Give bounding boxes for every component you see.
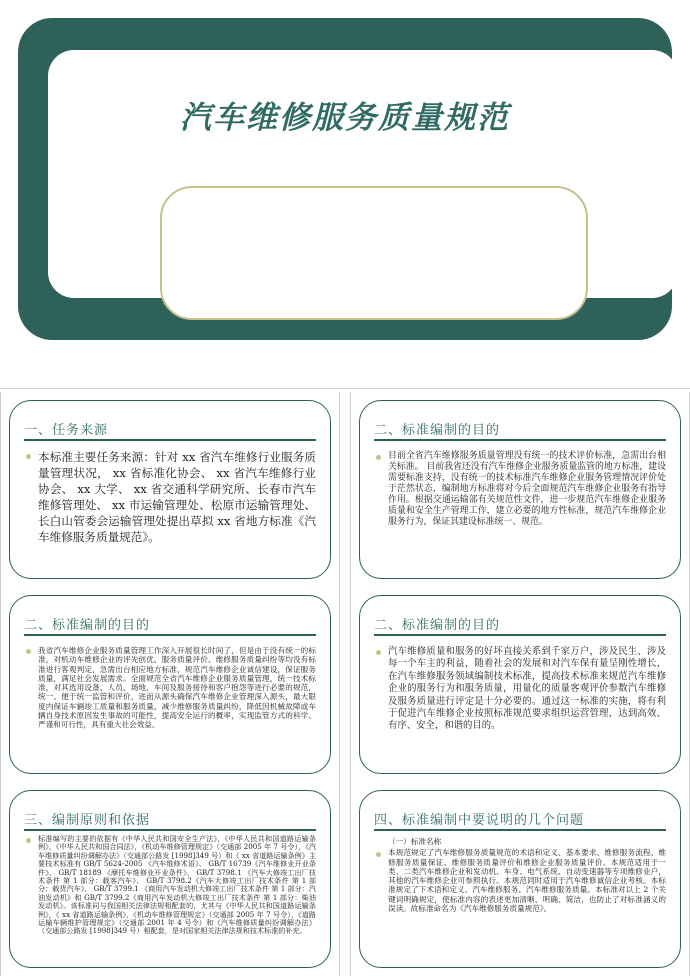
slide-title: 一、任务来源 — [24, 423, 109, 438]
slide-card — [9, 400, 331, 579]
bullet-text: 汽车维修质量和服务的好坏直接关系到千家万户，涉及民生、涉及每一个车主的利益，随着社会的发展和对汽车保有量呈刚性增长，在汽车维修服务领域编制技术标准，提高技术标准来规范汽车维修企业的服务行为和服务质量，用量化的质量客观评价参数汽车维修及服务质量进行评定是十分必要的。通过这一标准的实施，将有利于促进汽车维修企业按照标准规范要求组织运营管理，达到高效、有序、安全，和谐的目的。 — [376, 646, 666, 733]
slide-title: 二、标准编制的目的 — [374, 618, 501, 633]
slide-card — [9, 790, 331, 968]
title-rule — [374, 439, 666, 441]
sub-heading: （一）标准名称 — [388, 837, 442, 846]
title-rule — [24, 634, 316, 636]
slide-body — [376, 837, 666, 913]
title-rule — [374, 634, 666, 636]
slide-body — [376, 646, 666, 733]
slide-task-source — [0, 392, 340, 587]
slide-title: 二、标准编制的目的 — [24, 618, 151, 633]
slide-card — [9, 595, 331, 774]
slide-purpose-1 — [350, 392, 690, 587]
slide-card — [359, 400, 681, 579]
slide-purpose-3 — [350, 587, 690, 782]
slide-card — [359, 595, 681, 774]
slide-title: 二、标准编制的目的 — [374, 423, 501, 438]
bullet-text: 我省汽车维修企业服务质量管理工作深入开展很长时间了，但是由于没有统一的标准，对机动车维修企业的评先创优、服务质量评价、维修服务质量纠纷等均没有标准进行客观判定，急需出台相应地方标准，规范汽车维修企业诚信建设，保证服务质量，满足社会发展需求。全面规范全省汽车维修企业服务质量管理，统一技术标准，对其选用设备、人员、场地、车间及服务接待和客户抱怨等进行必要的规范，统一、便于统一监管和评价，进而从源头确保汽车维修企业管理深入源头，最大限度内保证车辆竣工质量和服务质量，减少维修服务质量纠纷，降低因机械故障或车辆自身技术原因发生事故的可能性，提高安全运行的概率，实现监管方式的科学、严谨和可行性，具有重大社会效益。 — [26, 646, 316, 730]
slide-title: 三、编制原则和依据 — [24, 813, 151, 828]
slide-body — [26, 835, 316, 936]
slide-title: 四、标准编制中要说明的几个问题 — [374, 813, 585, 828]
page-divider — [0, 388, 690, 389]
cover-title: 汽车维修服务质量规范 — [180, 100, 510, 136]
slide-card — [359, 790, 681, 968]
bullet-text: 本标准主要任务来源：针对 xx 省汽车维修行业服务质量管理状况， xx 省标准化协会、 xx 省汽车维修行业协会、 xx 大学、 xx 省交通科学研究所、长春市汽车维修管理处、 xx 市运输管理处、松原市运输管理处、长白山管委会运输管理处提出草拟 xx 省地方标准《汽车维修服务质量规范》。 — [26, 449, 316, 545]
cover-subtitle-box — [160, 186, 588, 320]
title-rule — [24, 829, 316, 831]
slide-body — [26, 449, 316, 545]
bullet-text: 本规范规定了汽车维修服务质量规范的术语和定义、基本要求、维修服务流程、维修服务质量保证、维修服务质量评价和维修企业服务质量评价。本规范适用于一类、二类汽车维修企业和发动机、车身、电气系统、自动变速器等专项维修业户，其他的汽车维修企业可参照执行。本规范同时适用于汽车维修诚信企业考核。本标准规定了下术语和定义、汽车维修服务、汽车维修服务质量。本标准对以上 2 个关键词明确规定，使标准内容的表述更加清晰、明确、简洁，也防止了对标准涵义的误读。故标准命名为《汽车维修服务质量规范》。 — [376, 848, 666, 913]
bullet-text: 标准编写的主要的依据有《中华人民共和国安全生产法》，《中华人民共和国道路运输条例》，《中华人民共和国合同法》，《机动车维修管理规定》（交通部 2005 年 7 号令），《汽车维修质量纠纷调解办法》（交通部公路发 [1998]349 号）和《 xx 省道路运输条例》主要技术标准有 GB/T 5624-2005 《汽车维修术语》、 GB/T 16739《汽车维修业开业条件》、 GB/T 18189 《摩托车维修业开业条件》、 GB/T 3798.1 《汽车大修竣工出厂技术条件 第 1 部分：载客汽车》、 GB/T 3798.2《汽车大修竣工出厂技术条件 第 1 部分：载货汽车》、 GB/T 3799.1 《商用汽车发动机大修竣工出厂技术条件 第 1 部分：汽油发动机》和 GB/T 3799.2《商用汽车发动机大修竣工出厂技术条件 第 1 部分：柴油发动机》。该标准同与我国相关法律法规相配套的，尤其与《中华人民共和国道路运输条例》，《 xx 省道路运输条例》，《机动车维修管理规定》（交通部 2005 年 7 号令），《道路运输车辆维护管理规定》（交通部 2001 年 4 号令）和《汽车维修质量纠纷调解办法》（交通部公路发 [1998]349 号）相配套，是对国家相关法律法规和技术标准的补充。 — [26, 835, 316, 936]
bullet-text: 目前全省汽车维修服务质量管理没有统一的技术评价标准，急需出台相关标准。 目前我省还没有汽车维修企业服务质量监管的地方标准，建设需要标准支持，没有统一的技术标准汽车维修企业服务管理情况评价处于茫然状态，编制地方标准将对今后全面规范汽车维修企业服务有指导作用。根据交通运输部有关规范性文件，进一步规范汽车维修企业服务质量和安全生产管理工作，建立必要的地方性标准，规范汽车维修企业服务行为，保证其建设标准统一、规范。 — [376, 451, 666, 528]
title-rule — [24, 439, 316, 441]
slide-body — [26, 646, 316, 730]
slide-notes — [350, 782, 690, 976]
slide-principles — [0, 782, 340, 976]
title-rule — [374, 829, 666, 831]
cover-slide — [0, 0, 690, 352]
slide-body — [376, 451, 666, 528]
slide-purpose-2 — [0, 587, 340, 782]
